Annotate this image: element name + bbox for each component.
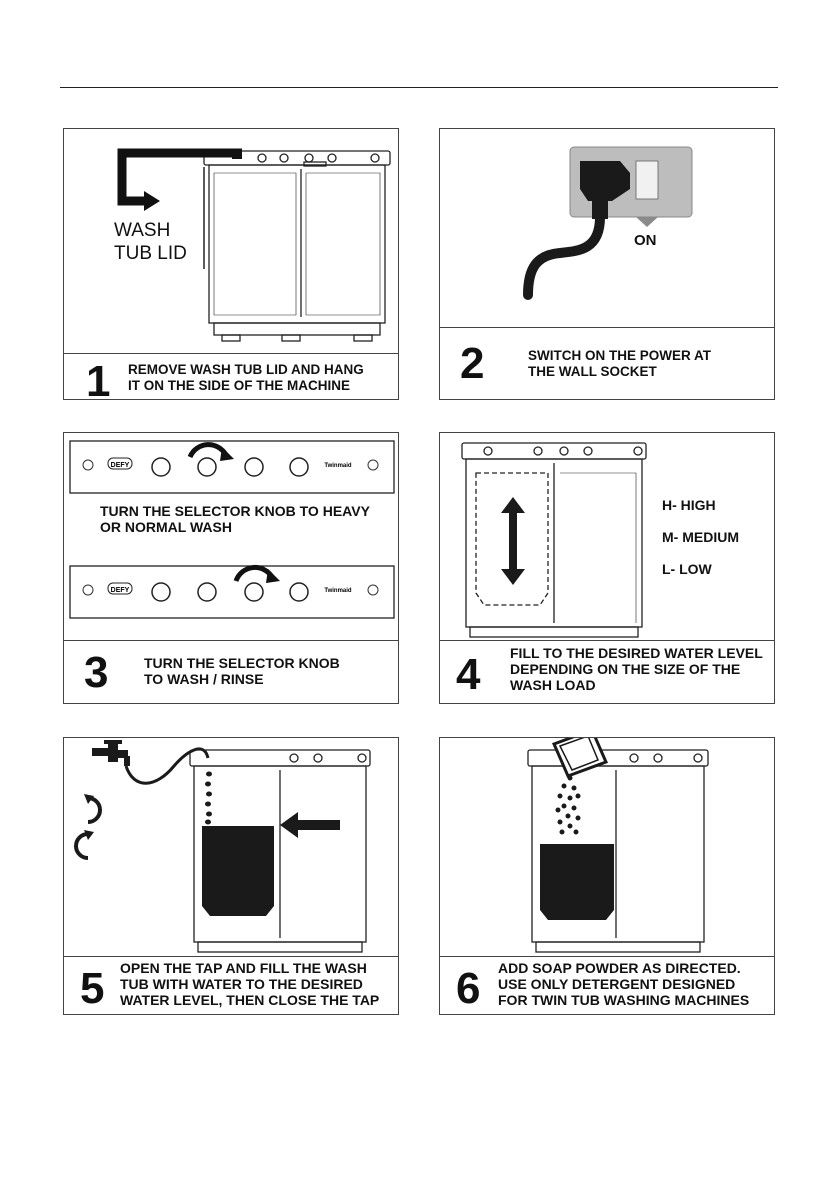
instruction-line-1: TURN THE SELECTOR KNOB TO HEAVY (100, 503, 370, 519)
step-number: 4 (456, 650, 481, 699)
caption-line-2: TUB WITH WATER TO THE DESIRED (120, 976, 363, 992)
caption-line-3: WATER LEVEL, THEN CLOSE THE TAP (120, 992, 380, 1008)
caption-line-1: TURN THE SELECTOR KNOB (144, 655, 340, 671)
level-medium: M- MEDIUM (662, 529, 739, 545)
tap-icon (92, 740, 130, 766)
switch-icon (636, 161, 658, 199)
step-2-caption (440, 327, 774, 399)
on-label: ON (634, 232, 657, 249)
step-4-caption (440, 640, 774, 703)
svg-text:Twinmaid: Twinmaid (324, 588, 352, 594)
caption-line-3: WASH LOAD (510, 677, 596, 693)
caption-line-2: IT ON THE SIDE OF THE MACHINE (128, 378, 351, 393)
step-5-caption (64, 956, 398, 1014)
label-line-2: TUB LID (114, 243, 187, 264)
level-high: H- HIGH (662, 497, 716, 513)
caption-line-1: ADD SOAP POWDER AS DIRECTED. (498, 960, 741, 976)
caption-line-2: USE ONLY DETERGENT DESIGNED (498, 976, 736, 992)
header-rule (60, 87, 778, 88)
step-5-panel (63, 737, 399, 1015)
level-arrow-icon (280, 812, 340, 838)
step-number: 6 (456, 964, 481, 1013)
caption-line-1: FILL TO THE DESIRED WATER LEVEL (510, 645, 763, 661)
step-2-illustration (440, 129, 776, 329)
step-4-panel (439, 432, 775, 704)
step-5-illustration (64, 738, 400, 958)
caption-text (528, 348, 711, 380)
step-1-panel (63, 128, 399, 406)
step-number: 2 (460, 339, 485, 388)
step-number: 1 (86, 357, 111, 406)
svg-text:DEFY: DEFY (110, 587, 130, 594)
double-arrow-icon (501, 497, 525, 585)
step-3-instruction (100, 503, 370, 535)
caption-text (510, 645, 763, 693)
powder-stream (556, 776, 581, 835)
caption-text (144, 655, 340, 687)
power-cable (528, 217, 600, 295)
wash-tub-lid-label (114, 219, 187, 265)
detergent-box-icon (554, 738, 606, 776)
step-1-caption (64, 353, 398, 406)
step-number: 5 (80, 964, 105, 1013)
brand-text: DEFY (110, 462, 130, 469)
level-low: L- LOW (662, 561, 712, 577)
step-6-caption (440, 956, 774, 1014)
water-fill (540, 844, 614, 920)
model-text: Twinmaid (324, 463, 352, 469)
caption-text (498, 960, 749, 1008)
caption-line-1: OPEN THE TAP AND FILL THE WASH (120, 960, 367, 976)
caption-text (120, 960, 379, 1008)
water-stream (205, 772, 212, 825)
caption-line-3: FOR TWIN TUB WASHING MACHINES (498, 992, 750, 1008)
caption-line-1: SWITCH ON THE POWER AT (528, 348, 711, 363)
instruction-line-2: OR NORMAL WASH (100, 519, 232, 535)
step-number: 3 (84, 648, 109, 697)
step-3-panel (63, 432, 399, 704)
caption-line-2: DEPENDING ON THE SIZE OF THE (510, 661, 741, 677)
control-panel-illustration (64, 433, 400, 643)
caption-line-2: TO WASH / RINSE (144, 671, 264, 687)
step-3-caption (64, 640, 398, 703)
caption-line-2: THE WALL SOCKET (528, 364, 657, 379)
step-2-panel (439, 128, 775, 400)
water-fill (202, 826, 274, 916)
step-6-panel (439, 737, 775, 1015)
caption-line-1: REMOVE WASH TUB LID AND HANG (128, 362, 364, 377)
step-6-illustration (440, 738, 776, 958)
label-line-1: WASH (114, 220, 171, 241)
caption-text (128, 362, 364, 394)
open-tap-rotation-icon (76, 798, 100, 858)
